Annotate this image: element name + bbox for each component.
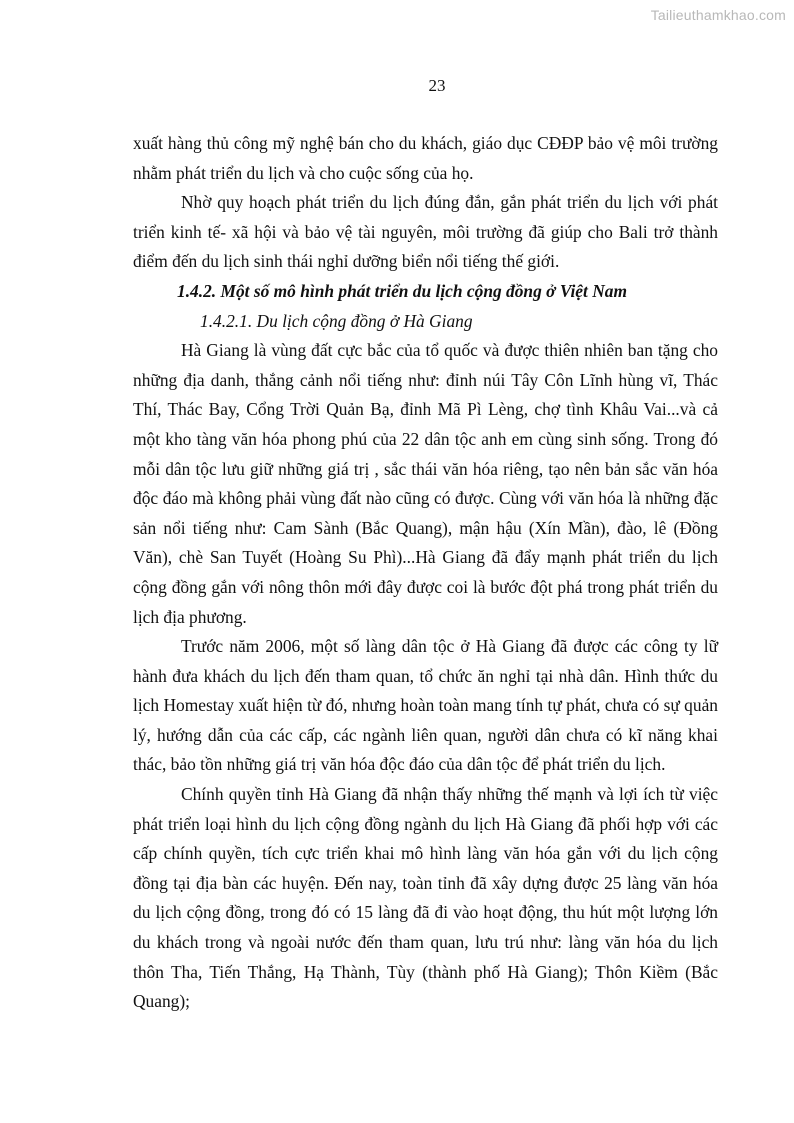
- watermark: Tailieuthamkhao.com: [650, 7, 786, 23]
- paragraph-bali: Nhờ quy hoạch phát triển du lịch đúng đắn, gắn phát triển du lịch với phát triển kinh tế- xã hội và bảo vệ tài nguyên, môi trường đã giúp cho Bali trở thành điểm đến du lịch sinh thái nghỉ dưỡng biển nổi tiếng thế giới.: [133, 192, 718, 272]
- document-body: [133, 129, 718, 1017]
- paragraph-continuation: xuất hàng thủ công mỹ nghệ bán cho du khách, giáo dục CĐĐP bảo vệ môi trường nhằm phát triển du lịch và cho cuộc sống của họ.: [133, 133, 718, 183]
- section-heading: 1.4.2. Một số mô hình phát triển du lịch cộng đồng ở Việt Nam: [177, 280, 627, 301]
- page-number: 23: [428, 76, 446, 95]
- paragraph-government: Chính quyền tỉnh Hà Giang đã nhận thấy những thế mạnh và lợi ích từ việc phát triển loại hình du lịch cộng đồng ngành du lịch Hà Giang đã phối hợp với các cấp chính quyền, tích cực triển khai mô hình làng văn hóa gắn với du lịch cộng đồng tại địa bàn các huyện. Đến nay, toàn tỉnh đã xây dựng được 25 làng văn hóa du lịch cộng đồng, trong đó có 15 làng đã đi vào hoạt động, thu hút một lượng lớn du khách trong và ngoài nước đến tham quan, lưu trú như: làng văn hóa du lịch thôn Tha, Tiến Thắng, Hạ Thành, Tùy (thành phố Hà Giang); Thôn Kiềm (Bắc Quang);: [133, 784, 718, 1012]
- paragraph-before-2006: Trước năm 2006, một số làng dân tộc ở Hà Giang đã được các công ty lữ hành đưa khách du lịch đến tham quan, tổ chức ăn nghỉ tại nhà dân. Hình thức du lịch Homestay xuất hiện từ đó, nhưng hoàn toàn mang tính tự phát, chưa có sự quản lý, hướng dẫn của các cấp, các ngành liên quan, người dân chưa có kĩ năng khai thác, bảo tồn những giá trị văn hóa độc đáo của dân tộc để phát triển du lịch.: [133, 636, 718, 775]
- subsection-heading: 1.4.2.1. Du lịch cộng đồng ở Hà Giang: [200, 310, 473, 331]
- paragraph-ha-giang-intro: Hà Giang là vùng đất cực bắc của tổ quốc và được thiên nhiên ban tặng cho những địa danh, thắng cảnh nổi tiếng như: đỉnh núi Tây Côn Lĩnh hùng vĩ, Thác Thí, Thác Bay, Cổng Trời Quản Bạ, đỉnh Mã Pì Lèng, chợ tình Khâu Vai...và cả một kho tàng văn hóa phong phú của 22 dân tộc anh em cùng sinh sống. Trong đó mỗi dân tộc lưu giữ những giá trị , sắc thái văn hóa riêng, tạo nên bản sắc văn hóa độc đáo mà không phải vùng đất nào cũng có được. Cùng với văn hóa là những đặc sản nổi tiếng như: Cam Sành (Bắc Quang), mận hậu (Xín Mần), đào, lê (Đồng Văn), chè San Tuyết (Hoàng Su Phì)...Hà Giang đã đẩy mạnh phát triển du lịch cộng đồng gắn với nông thôn mới đây được coi là bước đột phá trong phát triển du lịch địa phương.: [133, 340, 718, 627]
